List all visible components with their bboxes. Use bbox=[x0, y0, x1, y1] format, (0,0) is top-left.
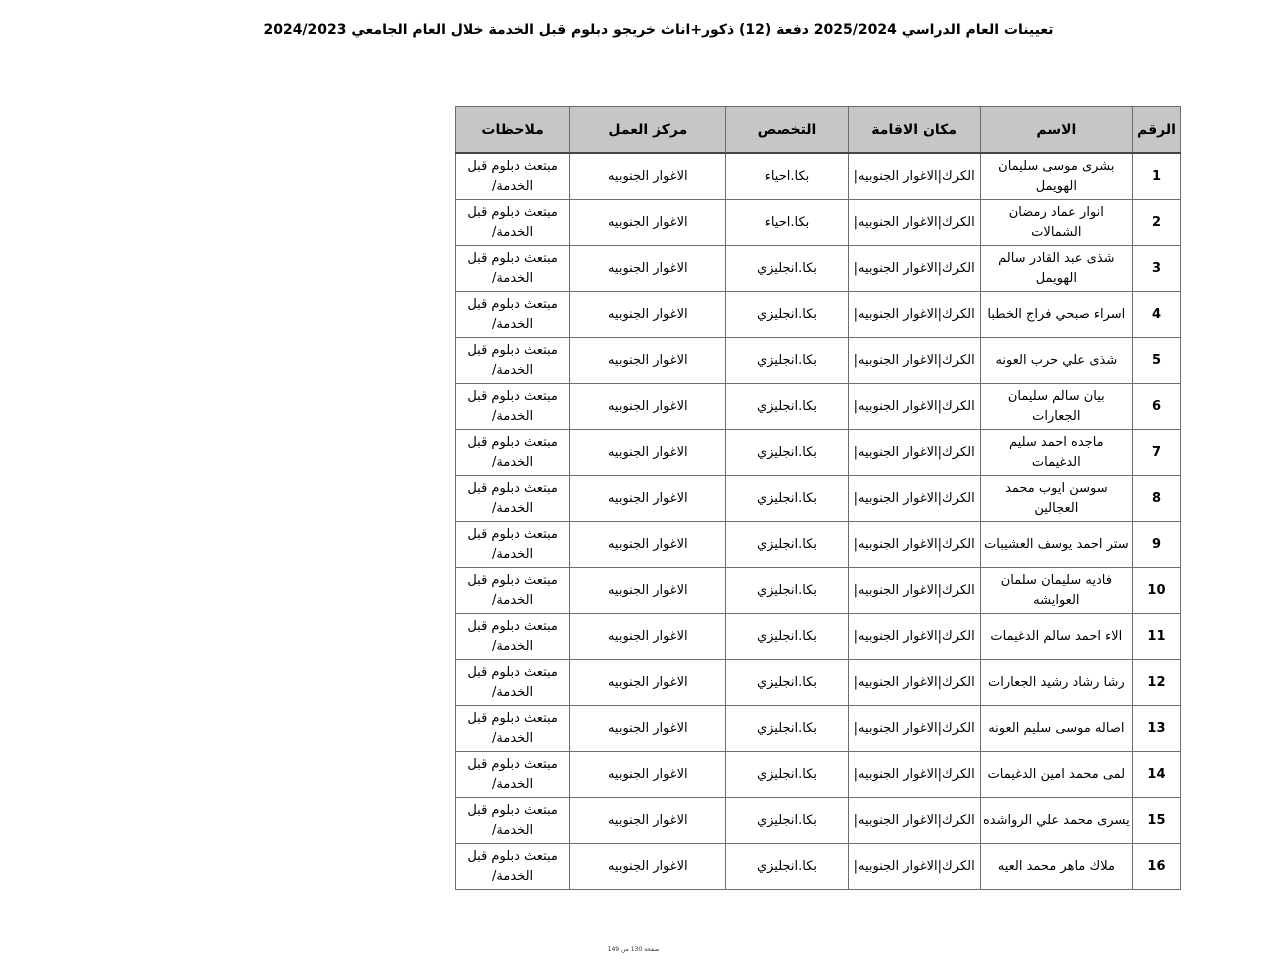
table-row bbox=[456, 338, 1181, 384]
row-workplace: الاغوار الجنوبيه bbox=[570, 200, 726, 246]
row-residence: الكرك|الاغوار الجنوبيه| bbox=[848, 384, 980, 430]
row-workplace: الاغوار الجنوبيه bbox=[570, 430, 726, 476]
table-row bbox=[456, 430, 1181, 476]
row-notes: مبتعث دبلوم قبل الخدمة/ bbox=[456, 614, 570, 660]
table-row bbox=[456, 844, 1181, 890]
row-workplace: الاغوار الجنوبيه bbox=[570, 706, 726, 752]
row-number: 8 bbox=[1132, 476, 1180, 522]
row-name: لمى محمد امين الدغيمات bbox=[980, 752, 1132, 798]
row-number: 6 bbox=[1132, 384, 1180, 430]
row-specialty: بكا.احياء bbox=[726, 200, 848, 246]
table-row bbox=[456, 568, 1181, 614]
row-residence: الكرك|الاغوار الجنوبيه| bbox=[848, 568, 980, 614]
row-residence: الكرك|الاغوار الجنوبيه| bbox=[848, 338, 980, 384]
row-name: بشرى موسى سليمان الهويمل bbox=[980, 153, 1132, 200]
table-header bbox=[456, 107, 1181, 154]
row-name: فاديه سليمان سلمان العوايشه bbox=[980, 568, 1132, 614]
row-notes: مبتعث دبلوم قبل الخدمة/ bbox=[456, 292, 570, 338]
header-residence: مكان الاقامة bbox=[848, 107, 980, 154]
row-name: الاء احمد سالم الدغيمات bbox=[980, 614, 1132, 660]
row-residence: الكرك|الاغوار الجنوبيه| bbox=[848, 706, 980, 752]
row-number: 3 bbox=[1132, 246, 1180, 292]
row-workplace: الاغوار الجنوبيه bbox=[570, 476, 726, 522]
page-footer bbox=[0, 946, 1267, 953]
row-name: ملاك ماهر محمد العيه bbox=[980, 844, 1132, 890]
row-workplace: الاغوار الجنوبيه bbox=[570, 798, 726, 844]
row-name: شذى عبد القادر سالم الهويمل bbox=[980, 246, 1132, 292]
row-name: رشا رشاد رشيد الجعارات bbox=[980, 660, 1132, 706]
row-specialty: بكا.انجليزي bbox=[726, 246, 848, 292]
row-specialty: بكا.انجليزي bbox=[726, 430, 848, 476]
row-number: 5 bbox=[1132, 338, 1180, 384]
row-residence: الكرك|الاغوار الجنوبيه| bbox=[848, 430, 980, 476]
table-row bbox=[456, 798, 1181, 844]
row-notes: مبتعث دبلوم قبل الخدمة/ bbox=[456, 798, 570, 844]
row-name: شذى علي حرب العونه bbox=[980, 338, 1132, 384]
header-row bbox=[456, 107, 1181, 154]
row-specialty: بكا.انجليزي bbox=[726, 568, 848, 614]
row-workplace: الاغوار الجنوبيه bbox=[570, 568, 726, 614]
row-workplace: الاغوار الجنوبيه bbox=[570, 153, 726, 200]
row-workplace: الاغوار الجنوبيه bbox=[570, 752, 726, 798]
row-notes: مبتعث دبلوم قبل الخدمة/ bbox=[456, 522, 570, 568]
row-number: 15 bbox=[1132, 798, 1180, 844]
table-row bbox=[456, 522, 1181, 568]
row-workplace: الاغوار الجنوبيه bbox=[570, 522, 726, 568]
row-name: ماجده احمد سليم الدغيمات bbox=[980, 430, 1132, 476]
row-notes: مبتعث دبلوم قبل الخدمة/ bbox=[456, 384, 570, 430]
row-number: 16 bbox=[1132, 844, 1180, 890]
header-number: الرقم bbox=[1132, 107, 1180, 154]
row-specialty: بكا.انجليزي bbox=[726, 384, 848, 430]
table-row bbox=[456, 476, 1181, 522]
row-specialty: بكا.انجليزي bbox=[726, 752, 848, 798]
row-notes: مبتعث دبلوم قبل الخدمة/ bbox=[456, 338, 570, 384]
row-workplace: الاغوار الجنوبيه bbox=[570, 614, 726, 660]
row-notes: مبتعث دبلوم قبل الخدمة/ bbox=[456, 844, 570, 890]
row-workplace: الاغوار الجنوبيه bbox=[570, 338, 726, 384]
table-row bbox=[456, 292, 1181, 338]
document-title-text: تعيينات العام الدراسي 2025/2024 دفعة (12) ذكور+اناث خريجو دبلوم قبل الخدمة خلال العام الجامعي 2024/2023 bbox=[263, 22, 1054, 38]
row-workplace: الاغوار الجنوبيه bbox=[570, 384, 726, 430]
row-specialty: بكا.احياء bbox=[726, 153, 848, 200]
row-number: 12 bbox=[1132, 660, 1180, 706]
table-row bbox=[456, 153, 1181, 200]
row-residence: الكرك|الاغوار الجنوبيه| bbox=[848, 246, 980, 292]
row-workplace: الاغوار الجنوبيه bbox=[570, 660, 726, 706]
row-number: 14 bbox=[1132, 752, 1180, 798]
row-notes: مبتعث دبلوم قبل الخدمة/ bbox=[456, 430, 570, 476]
table-row bbox=[456, 384, 1181, 430]
row-name: اسراء صبحي فراج الخطبا bbox=[980, 292, 1132, 338]
row-residence: الكرك|الاغوار الجنوبيه| bbox=[848, 522, 980, 568]
row-specialty: بكا.انجليزي bbox=[726, 798, 848, 844]
page-number-label: صفحة 130 من 149 bbox=[607, 946, 660, 953]
row-workplace: الاغوار الجنوبيه bbox=[570, 246, 726, 292]
row-name: يسرى محمد علي الرواشده bbox=[980, 798, 1132, 844]
row-number: 2 bbox=[1132, 200, 1180, 246]
row-notes: مبتعث دبلوم قبل الخدمة/ bbox=[456, 752, 570, 798]
row-workplace: الاغوار الجنوبيه bbox=[570, 844, 726, 890]
row-residence: الكرك|الاغوار الجنوبيه| bbox=[848, 153, 980, 200]
row-residence: الكرك|الاغوار الجنوبيه| bbox=[848, 660, 980, 706]
row-residence: الكرك|الاغوار الجنوبيه| bbox=[848, 476, 980, 522]
row-notes: مبتعث دبلوم قبل الخدمة/ bbox=[456, 660, 570, 706]
table-row bbox=[456, 614, 1181, 660]
row-specialty: بكا.انجليزي bbox=[726, 844, 848, 890]
row-name: سوسن ايوب محمد العجالين bbox=[980, 476, 1132, 522]
row-specialty: بكا.انجليزي bbox=[726, 292, 848, 338]
row-notes: مبتعث دبلوم قبل الخدمة/ bbox=[456, 568, 570, 614]
table-row bbox=[456, 246, 1181, 292]
table-body bbox=[456, 153, 1181, 890]
row-residence: الكرك|الاغوار الجنوبيه| bbox=[848, 752, 980, 798]
row-notes: مبتعث دبلوم قبل الخدمة/ bbox=[456, 246, 570, 292]
row-residence: الكرك|الاغوار الجنوبيه| bbox=[848, 200, 980, 246]
table-row bbox=[456, 660, 1181, 706]
row-specialty: بكا.انجليزي bbox=[726, 706, 848, 752]
row-name: انوار عماد رمضان الشمالات bbox=[980, 200, 1132, 246]
table-row bbox=[456, 200, 1181, 246]
row-residence: الكرك|الاغوار الجنوبيه| bbox=[848, 292, 980, 338]
row-number: 1 bbox=[1132, 153, 1180, 200]
header-name: الاسم bbox=[980, 107, 1132, 154]
row-specialty: بكا.انجليزي bbox=[726, 476, 848, 522]
header-workplace: مركز العمل bbox=[570, 107, 726, 154]
row-name: اصاله موسى سليم العونه bbox=[980, 706, 1132, 752]
row-notes: مبتعث دبلوم قبل الخدمة/ bbox=[456, 476, 570, 522]
row-specialty: بكا.انجليزي bbox=[726, 614, 848, 660]
header-specialty: التخصص bbox=[726, 107, 848, 154]
row-residence: الكرك|الاغوار الجنوبيه| bbox=[848, 798, 980, 844]
row-name: بيان سالم سليمان الجعارات bbox=[980, 384, 1132, 430]
document-title bbox=[0, 22, 1267, 38]
row-specialty: بكا.انجليزي bbox=[726, 522, 848, 568]
row-notes: مبتعث دبلوم قبل الخدمة/ bbox=[456, 153, 570, 200]
row-residence: الكرك|الاغوار الجنوبيه| bbox=[848, 614, 980, 660]
row-workplace: الاغوار الجنوبيه bbox=[570, 292, 726, 338]
appointments-table bbox=[455, 106, 1181, 890]
row-number: 4 bbox=[1132, 292, 1180, 338]
table-row bbox=[456, 706, 1181, 752]
row-number: 10 bbox=[1132, 568, 1180, 614]
row-specialty: بكا.انجليزي bbox=[726, 660, 848, 706]
row-number: 11 bbox=[1132, 614, 1180, 660]
row-number: 9 bbox=[1132, 522, 1180, 568]
row-number: 7 bbox=[1132, 430, 1180, 476]
header-notes: ملاحظات bbox=[456, 107, 570, 154]
row-notes: مبتعث دبلوم قبل الخدمة/ bbox=[456, 200, 570, 246]
row-notes: مبتعث دبلوم قبل الخدمة/ bbox=[456, 706, 570, 752]
row-name: ستر احمد يوسف العشيبات bbox=[980, 522, 1132, 568]
table-row bbox=[456, 752, 1181, 798]
row-specialty: بكا.انجليزي bbox=[726, 338, 848, 384]
row-number: 13 bbox=[1132, 706, 1180, 752]
row-residence: الكرك|الاغوار الجنوبيه| bbox=[848, 844, 980, 890]
